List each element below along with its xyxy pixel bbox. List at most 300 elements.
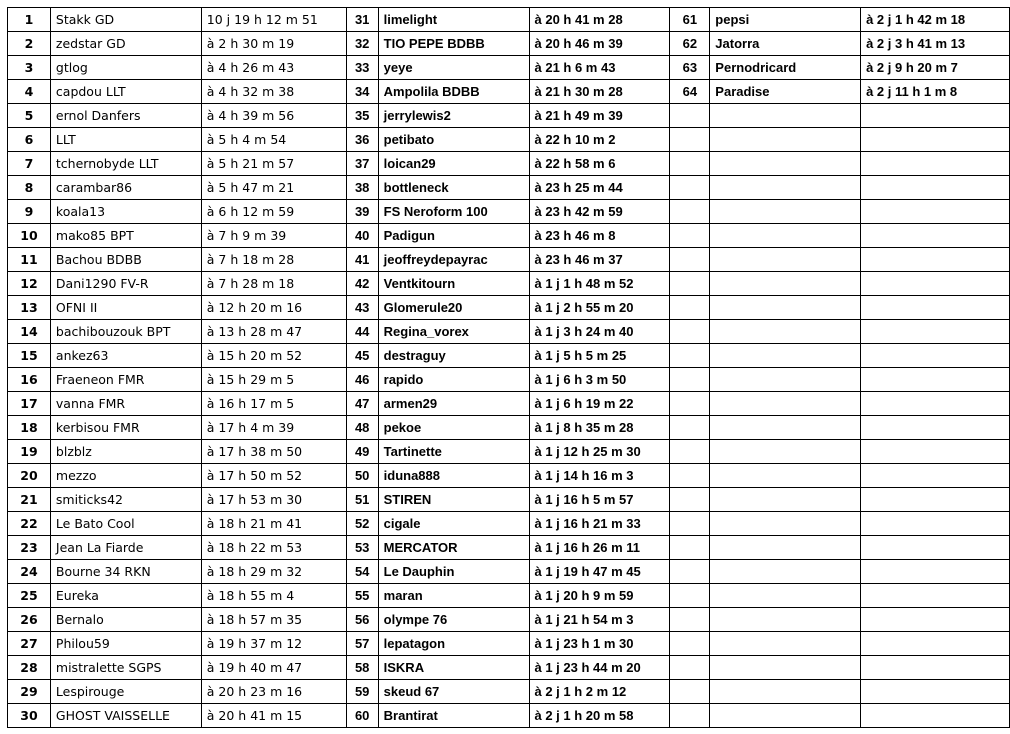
time-cell[interactable]: à 15 h 29 m 5: [201, 368, 346, 392]
name-cell[interactable]: [710, 704, 861, 728]
rank-cell[interactable]: 25: [8, 584, 51, 608]
name-cell[interactable]: koala13: [50, 200, 201, 224]
name-cell[interactable]: [710, 584, 861, 608]
rank-cell[interactable]: 60: [346, 704, 378, 728]
time-cell[interactable]: [861, 464, 1010, 488]
name-cell[interactable]: [710, 128, 861, 152]
time-cell[interactable]: à 23 h 46 m 8: [529, 224, 670, 248]
table-row: [8, 416, 1010, 440]
name-cell[interactable]: [710, 296, 861, 320]
time-cell[interactable]: à 2 j 9 h 20 m 7: [861, 56, 1010, 80]
rank-cell[interactable]: 7: [8, 152, 51, 176]
time-cell[interactable]: à 1 j 21 h 54 m 3: [529, 608, 670, 632]
name-cell[interactable]: ernol Danfers: [50, 104, 201, 128]
rank-cell[interactable]: 45: [346, 344, 378, 368]
name-cell[interactable]: bottleneck: [378, 176, 529, 200]
table-row: [8, 368, 1010, 392]
rank-cell[interactable]: 47: [346, 392, 378, 416]
name-cell[interactable]: Eureka: [50, 584, 201, 608]
name-cell[interactable]: OFNI II: [50, 296, 201, 320]
time-cell[interactable]: [861, 488, 1010, 512]
name-cell[interactable]: cigale: [378, 512, 529, 536]
rank-cell[interactable]: 39: [346, 200, 378, 224]
table-row: [8, 296, 1010, 320]
name-cell[interactable]: LLT: [50, 128, 201, 152]
rank-cell[interactable]: [670, 584, 710, 608]
name-cell[interactable]: [710, 536, 861, 560]
time-cell[interactable]: [861, 368, 1010, 392]
name-cell[interactable]: loican29: [378, 152, 529, 176]
time-cell[interactable]: [861, 392, 1010, 416]
name-cell[interactable]: [710, 320, 861, 344]
name-cell[interactable]: zedstar GD: [50, 32, 201, 56]
rank-cell[interactable]: [670, 104, 710, 128]
rank-cell[interactable]: [670, 152, 710, 176]
table-row: [8, 248, 1010, 272]
table-row: [8, 512, 1010, 536]
name-cell[interactable]: yeye: [378, 56, 529, 80]
name-cell[interactable]: [710, 176, 861, 200]
time-cell[interactable]: à 5 h 21 m 57: [201, 152, 346, 176]
time-cell[interactable]: à 1 j 12 h 25 m 30: [529, 440, 670, 464]
time-cell[interactable]: à 2 h 30 m 19: [201, 32, 346, 56]
table-row: [8, 560, 1010, 584]
time-cell[interactable]: [861, 344, 1010, 368]
time-cell[interactable]: à 1 j 3 h 24 m 40: [529, 320, 670, 344]
time-cell[interactable]: à 5 h 4 m 54: [201, 128, 346, 152]
rank-cell[interactable]: 11: [8, 248, 51, 272]
name-cell[interactable]: mako85 BPT: [50, 224, 201, 248]
name-cell[interactable]: mezzo: [50, 464, 201, 488]
name-cell[interactable]: Lespirouge: [50, 680, 201, 704]
time-cell[interactable]: [861, 272, 1010, 296]
rank-cell[interactable]: 37: [346, 152, 378, 176]
rank-cell[interactable]: [670, 320, 710, 344]
rank-cell[interactable]: [670, 248, 710, 272]
rank-cell[interactable]: 22: [8, 512, 51, 536]
rank-cell[interactable]: 20: [8, 464, 51, 488]
name-cell[interactable]: Regina_vorex: [378, 320, 529, 344]
table-row: [8, 440, 1010, 464]
time-cell[interactable]: 10 j 19 h 12 m 51: [201, 8, 346, 32]
rank-cell[interactable]: 18: [8, 416, 51, 440]
table-row: [8, 344, 1010, 368]
rank-cell[interactable]: [670, 416, 710, 440]
rank-cell[interactable]: [670, 680, 710, 704]
rank-cell[interactable]: [670, 536, 710, 560]
time-cell[interactable]: à 22 h 58 m 6: [529, 152, 670, 176]
rank-cell[interactable]: 10: [8, 224, 51, 248]
rank-cell[interactable]: [670, 128, 710, 152]
time-cell[interactable]: [861, 584, 1010, 608]
rank-cell[interactable]: 5: [8, 104, 51, 128]
rank-cell[interactable]: 36: [346, 128, 378, 152]
name-cell[interactable]: [710, 560, 861, 584]
time-cell[interactable]: à 5 h 47 m 21: [201, 176, 346, 200]
name-cell[interactable]: [710, 464, 861, 488]
time-cell[interactable]: à 4 h 32 m 38: [201, 80, 346, 104]
time-cell[interactable]: à 21 h 49 m 39: [529, 104, 670, 128]
name-cell[interactable]: [710, 152, 861, 176]
rank-cell[interactable]: [670, 176, 710, 200]
name-cell[interactable]: vanna FMR: [50, 392, 201, 416]
name-cell[interactable]: ISKRA: [378, 656, 529, 680]
rank-cell[interactable]: 49: [346, 440, 378, 464]
rank-cell[interactable]: 35: [346, 104, 378, 128]
time-cell[interactable]: à 18 h 55 m 4: [201, 584, 346, 608]
time-cell[interactable]: à 17 h 4 m 39: [201, 416, 346, 440]
rank-cell[interactable]: 17: [8, 392, 51, 416]
rank-cell[interactable]: 4: [8, 80, 51, 104]
time-cell[interactable]: [861, 152, 1010, 176]
rank-cell[interactable]: 59: [346, 680, 378, 704]
time-cell[interactable]: [861, 608, 1010, 632]
time-cell[interactable]: [861, 224, 1010, 248]
name-cell[interactable]: [710, 392, 861, 416]
name-cell[interactable]: MERCATOR: [378, 536, 529, 560]
name-cell[interactable]: Ampolila BDBB: [378, 80, 529, 104]
rank-cell[interactable]: 16: [8, 368, 51, 392]
table-row: [8, 8, 1010, 32]
rank-cell[interactable]: 55: [346, 584, 378, 608]
time-cell[interactable]: à 23 h 25 m 44: [529, 176, 670, 200]
name-cell[interactable]: iduna888: [378, 464, 529, 488]
rank-cell[interactable]: 1: [8, 8, 51, 32]
table-row: [8, 200, 1010, 224]
rank-cell[interactable]: 13: [8, 296, 51, 320]
time-cell[interactable]: à 2 j 1 h 2 m 12: [529, 680, 670, 704]
table-row: [8, 536, 1010, 560]
name-cell[interactable]: [710, 488, 861, 512]
rank-cell[interactable]: 52: [346, 512, 378, 536]
rank-cell[interactable]: [670, 296, 710, 320]
time-cell[interactable]: [861, 104, 1010, 128]
name-cell[interactable]: [710, 656, 861, 680]
table-row: [8, 272, 1010, 296]
time-cell[interactable]: à 13 h 28 m 47: [201, 320, 346, 344]
name-cell[interactable]: kerbisou FMR: [50, 416, 201, 440]
rank-cell[interactable]: 63: [670, 56, 710, 80]
name-cell[interactable]: [710, 224, 861, 248]
time-cell[interactable]: à 2 j 11 h 1 m 8: [861, 80, 1010, 104]
name-cell[interactable]: Dani1290 FV-R: [50, 272, 201, 296]
name-cell[interactable]: [710, 632, 861, 656]
rank-cell[interactable]: 57: [346, 632, 378, 656]
name-cell[interactable]: smiticks42: [50, 488, 201, 512]
time-cell[interactable]: [861, 560, 1010, 584]
time-cell[interactable]: [861, 536, 1010, 560]
name-cell[interactable]: [710, 272, 861, 296]
rank-cell[interactable]: [670, 224, 710, 248]
name-cell[interactable]: bachibouzouk BPT: [50, 320, 201, 344]
time-cell[interactable]: à 1 j 16 h 21 m 33: [529, 512, 670, 536]
rank-cell[interactable]: 29: [8, 680, 51, 704]
name-cell[interactable]: destraguy: [378, 344, 529, 368]
table-row: [8, 704, 1010, 728]
time-cell[interactable]: à 20 h 41 m 15: [201, 704, 346, 728]
name-cell[interactable]: [710, 680, 861, 704]
time-cell[interactable]: [861, 512, 1010, 536]
rank-cell[interactable]: 42: [346, 272, 378, 296]
name-cell[interactable]: Brantirat: [378, 704, 529, 728]
rank-cell[interactable]: 28: [8, 656, 51, 680]
time-cell[interactable]: à 7 h 18 m 28: [201, 248, 346, 272]
time-cell[interactable]: [861, 440, 1010, 464]
rank-cell[interactable]: [670, 464, 710, 488]
rank-cell[interactable]: 53: [346, 536, 378, 560]
time-cell[interactable]: à 20 h 46 m 39: [529, 32, 670, 56]
name-cell[interactable]: [710, 200, 861, 224]
time-cell[interactable]: à 1 j 2 h 55 m 20: [529, 296, 670, 320]
time-cell[interactable]: à 1 j 23 h 1 m 30: [529, 632, 670, 656]
name-cell[interactable]: Padigun: [378, 224, 529, 248]
name-cell[interactable]: Le Dauphin: [378, 560, 529, 584]
rank-cell[interactable]: 64: [670, 80, 710, 104]
time-cell[interactable]: à 23 h 42 m 59: [529, 200, 670, 224]
name-cell[interactable]: FS Neroform 100: [378, 200, 529, 224]
rank-cell[interactable]: 12: [8, 272, 51, 296]
rank-cell[interactable]: 32: [346, 32, 378, 56]
rank-cell[interactable]: 3: [8, 56, 51, 80]
time-cell[interactable]: à 1 j 5 h 5 m 25: [529, 344, 670, 368]
time-cell[interactable]: à 1 j 23 h 44 m 20: [529, 656, 670, 680]
rank-cell[interactable]: 26: [8, 608, 51, 632]
rank-cell[interactable]: 9: [8, 200, 51, 224]
name-cell[interactable]: olympe 76: [378, 608, 529, 632]
rank-cell[interactable]: 19: [8, 440, 51, 464]
time-cell[interactable]: à 19 h 37 m 12: [201, 632, 346, 656]
rank-cell[interactable]: [670, 272, 710, 296]
table-row: [8, 680, 1010, 704]
rank-cell[interactable]: [670, 632, 710, 656]
rank-cell[interactable]: 62: [670, 32, 710, 56]
time-cell[interactable]: à 1 j 6 h 3 m 50: [529, 368, 670, 392]
name-cell[interactable]: armen29: [378, 392, 529, 416]
rank-cell[interactable]: 8: [8, 176, 51, 200]
name-cell[interactable]: TIO PEPE BDBB: [378, 32, 529, 56]
rank-cell[interactable]: 40: [346, 224, 378, 248]
name-cell[interactable]: [710, 368, 861, 392]
time-cell[interactable]: [861, 200, 1010, 224]
table-row: [8, 464, 1010, 488]
rank-cell[interactable]: 14: [8, 320, 51, 344]
name-cell[interactable]: gtlog: [50, 56, 201, 80]
name-cell[interactable]: Bachou BDBB: [50, 248, 201, 272]
time-cell[interactable]: à 1 j 16 h 26 m 11: [529, 536, 670, 560]
time-cell[interactable]: à 1 j 1 h 48 m 52: [529, 272, 670, 296]
time-cell[interactable]: à 22 h 10 m 2: [529, 128, 670, 152]
rank-cell[interactable]: 34: [346, 80, 378, 104]
time-cell[interactable]: [861, 248, 1010, 272]
table-row: [8, 104, 1010, 128]
rank-cell[interactable]: 58: [346, 656, 378, 680]
time-cell[interactable]: [861, 704, 1010, 728]
time-cell[interactable]: à 18 h 57 m 35: [201, 608, 346, 632]
name-cell[interactable]: Jean La Fiarde: [50, 536, 201, 560]
name-cell[interactable]: Ventkitourn: [378, 272, 529, 296]
name-cell[interactable]: [710, 248, 861, 272]
name-cell[interactable]: [710, 416, 861, 440]
rank-cell[interactable]: 56: [346, 608, 378, 632]
table-row: [8, 656, 1010, 680]
time-cell[interactable]: à 20 h 23 m 16: [201, 680, 346, 704]
rank-cell[interactable]: 46: [346, 368, 378, 392]
name-cell[interactable]: Le Bato Cool: [50, 512, 201, 536]
time-cell[interactable]: à 1 j 8 h 35 m 28: [529, 416, 670, 440]
time-cell[interactable]: à 15 h 20 m 52: [201, 344, 346, 368]
table-row: [8, 224, 1010, 248]
time-cell[interactable]: à 1 j 19 h 47 m 45: [529, 560, 670, 584]
name-cell[interactable]: Stakk GD: [50, 8, 201, 32]
time-cell[interactable]: [861, 320, 1010, 344]
time-cell[interactable]: à 6 h 12 m 59: [201, 200, 346, 224]
time-cell[interactable]: à 2 j 1 h 20 m 58: [529, 704, 670, 728]
table-row: [8, 632, 1010, 656]
rank-cell[interactable]: 31: [346, 8, 378, 32]
rank-cell[interactable]: 23: [8, 536, 51, 560]
table-row: [8, 56, 1010, 80]
name-cell[interactable]: STIREN: [378, 488, 529, 512]
time-cell[interactable]: [861, 416, 1010, 440]
time-cell[interactable]: à 2 j 1 h 42 m 18: [861, 8, 1010, 32]
table-row: [8, 152, 1010, 176]
time-cell[interactable]: [861, 128, 1010, 152]
table-row: [8, 80, 1010, 104]
time-cell[interactable]: [861, 176, 1010, 200]
time-cell[interactable]: [861, 632, 1010, 656]
time-cell[interactable]: à 4 h 39 m 56: [201, 104, 346, 128]
name-cell[interactable]: mistralette SGPS: [50, 656, 201, 680]
results-table-body: [8, 8, 1010, 728]
name-cell[interactable]: jeoffreydepayrac: [378, 248, 529, 272]
time-cell[interactable]: à 2 j 3 h 41 m 13: [861, 32, 1010, 56]
time-cell[interactable]: à 18 h 22 m 53: [201, 536, 346, 560]
rank-cell[interactable]: [670, 488, 710, 512]
name-cell[interactable]: [710, 440, 861, 464]
rank-cell[interactable]: [670, 560, 710, 584]
time-cell[interactable]: à 18 h 29 m 32: [201, 560, 346, 584]
name-cell[interactable]: [710, 512, 861, 536]
name-cell[interactable]: tchernobyde LLT: [50, 152, 201, 176]
name-cell[interactable]: [710, 344, 861, 368]
rank-cell[interactable]: [670, 344, 710, 368]
name-cell[interactable]: maran: [378, 584, 529, 608]
rank-cell[interactable]: [670, 368, 710, 392]
table-row: [8, 392, 1010, 416]
rank-cell[interactable]: [670, 440, 710, 464]
rank-cell[interactable]: 50: [346, 464, 378, 488]
name-cell[interactable]: Tartinette: [378, 440, 529, 464]
name-cell[interactable]: pekoe: [378, 416, 529, 440]
rank-cell[interactable]: 38: [346, 176, 378, 200]
name-cell[interactable]: blzblz: [50, 440, 201, 464]
time-cell[interactable]: à 1 j 20 h 9 m 59: [529, 584, 670, 608]
name-cell[interactable]: capdou LLT: [50, 80, 201, 104]
time-cell[interactable]: à 19 h 40 m 47: [201, 656, 346, 680]
name-cell[interactable]: skeud 67: [378, 680, 529, 704]
name-cell[interactable]: [710, 104, 861, 128]
table-row: [8, 488, 1010, 512]
table-row: [8, 584, 1010, 608]
rank-cell[interactable]: 15: [8, 344, 51, 368]
rank-cell[interactable]: 27: [8, 632, 51, 656]
name-cell[interactable]: jerrylewis2: [378, 104, 529, 128]
time-cell[interactable]: [861, 296, 1010, 320]
time-cell[interactable]: [861, 680, 1010, 704]
rank-cell[interactable]: [670, 512, 710, 536]
rank-cell[interactable]: 41: [346, 248, 378, 272]
rank-cell[interactable]: [670, 704, 710, 728]
time-cell[interactable]: à 20 h 41 m 28: [529, 8, 670, 32]
name-cell[interactable]: petibato: [378, 128, 529, 152]
rank-cell[interactable]: 30: [8, 704, 51, 728]
rank-cell[interactable]: 51: [346, 488, 378, 512]
name-cell[interactable]: [710, 608, 861, 632]
rank-cell[interactable]: 43: [346, 296, 378, 320]
name-cell[interactable]: lepatagon: [378, 632, 529, 656]
name-cell[interactable]: ankez63: [50, 344, 201, 368]
name-cell[interactable]: Jatorra: [710, 32, 861, 56]
time-cell[interactable]: à 21 h 6 m 43: [529, 56, 670, 80]
time-cell[interactable]: à 4 h 26 m 43: [201, 56, 346, 80]
rank-cell[interactable]: 54: [346, 560, 378, 584]
name-cell[interactable]: Glomerule20: [378, 296, 529, 320]
rank-cell[interactable]: [670, 656, 710, 680]
results-table: [7, 7, 1010, 728]
time-cell[interactable]: à 7 h 9 m 39: [201, 224, 346, 248]
rank-cell[interactable]: 6: [8, 128, 51, 152]
time-cell[interactable]: à 1 j 14 h 16 m 3: [529, 464, 670, 488]
time-cell[interactable]: à 12 h 20 m 16: [201, 296, 346, 320]
name-cell[interactable]: limelight: [378, 8, 529, 32]
rank-cell[interactable]: 33: [346, 56, 378, 80]
time-cell[interactable]: à 17 h 53 m 30: [201, 488, 346, 512]
name-cell[interactable]: Paradise: [710, 80, 861, 104]
name-cell[interactable]: Bourne 34 RKN: [50, 560, 201, 584]
rank-cell[interactable]: 48: [346, 416, 378, 440]
name-cell[interactable]: rapido: [378, 368, 529, 392]
rank-cell[interactable]: 24: [8, 560, 51, 584]
rank-cell[interactable]: 21: [8, 488, 51, 512]
name-cell[interactable]: Bernalo: [50, 608, 201, 632]
table-row: [8, 32, 1010, 56]
rank-cell[interactable]: [670, 200, 710, 224]
name-cell[interactable]: carambar86: [50, 176, 201, 200]
time-cell[interactable]: à 1 j 16 h 5 m 57: [529, 488, 670, 512]
rank-cell[interactable]: [670, 392, 710, 416]
time-cell[interactable]: à 17 h 38 m 50: [201, 440, 346, 464]
name-cell[interactable]: GHOST VAISSELLE: [50, 704, 201, 728]
time-cell[interactable]: à 16 h 17 m 5: [201, 392, 346, 416]
rank-cell[interactable]: 61: [670, 8, 710, 32]
name-cell[interactable]: Fraeneon FMR: [50, 368, 201, 392]
table-row: [8, 128, 1010, 152]
rank-cell[interactable]: 2: [8, 32, 51, 56]
name-cell[interactable]: Pernodricard: [710, 56, 861, 80]
time-cell[interactable]: à 21 h 30 m 28: [529, 80, 670, 104]
rank-cell[interactable]: 44: [346, 320, 378, 344]
time-cell[interactable]: [861, 656, 1010, 680]
time-cell[interactable]: à 7 h 28 m 18: [201, 272, 346, 296]
table-row: [8, 608, 1010, 632]
name-cell[interactable]: pepsi: [710, 8, 861, 32]
rank-cell[interactable]: [670, 608, 710, 632]
time-cell[interactable]: à 23 h 46 m 37: [529, 248, 670, 272]
time-cell[interactable]: à 17 h 50 m 52: [201, 464, 346, 488]
time-cell[interactable]: à 1 j 6 h 19 m 22: [529, 392, 670, 416]
name-cell[interactable]: Philou59: [50, 632, 201, 656]
time-cell[interactable]: à 18 h 21 m 41: [201, 512, 346, 536]
